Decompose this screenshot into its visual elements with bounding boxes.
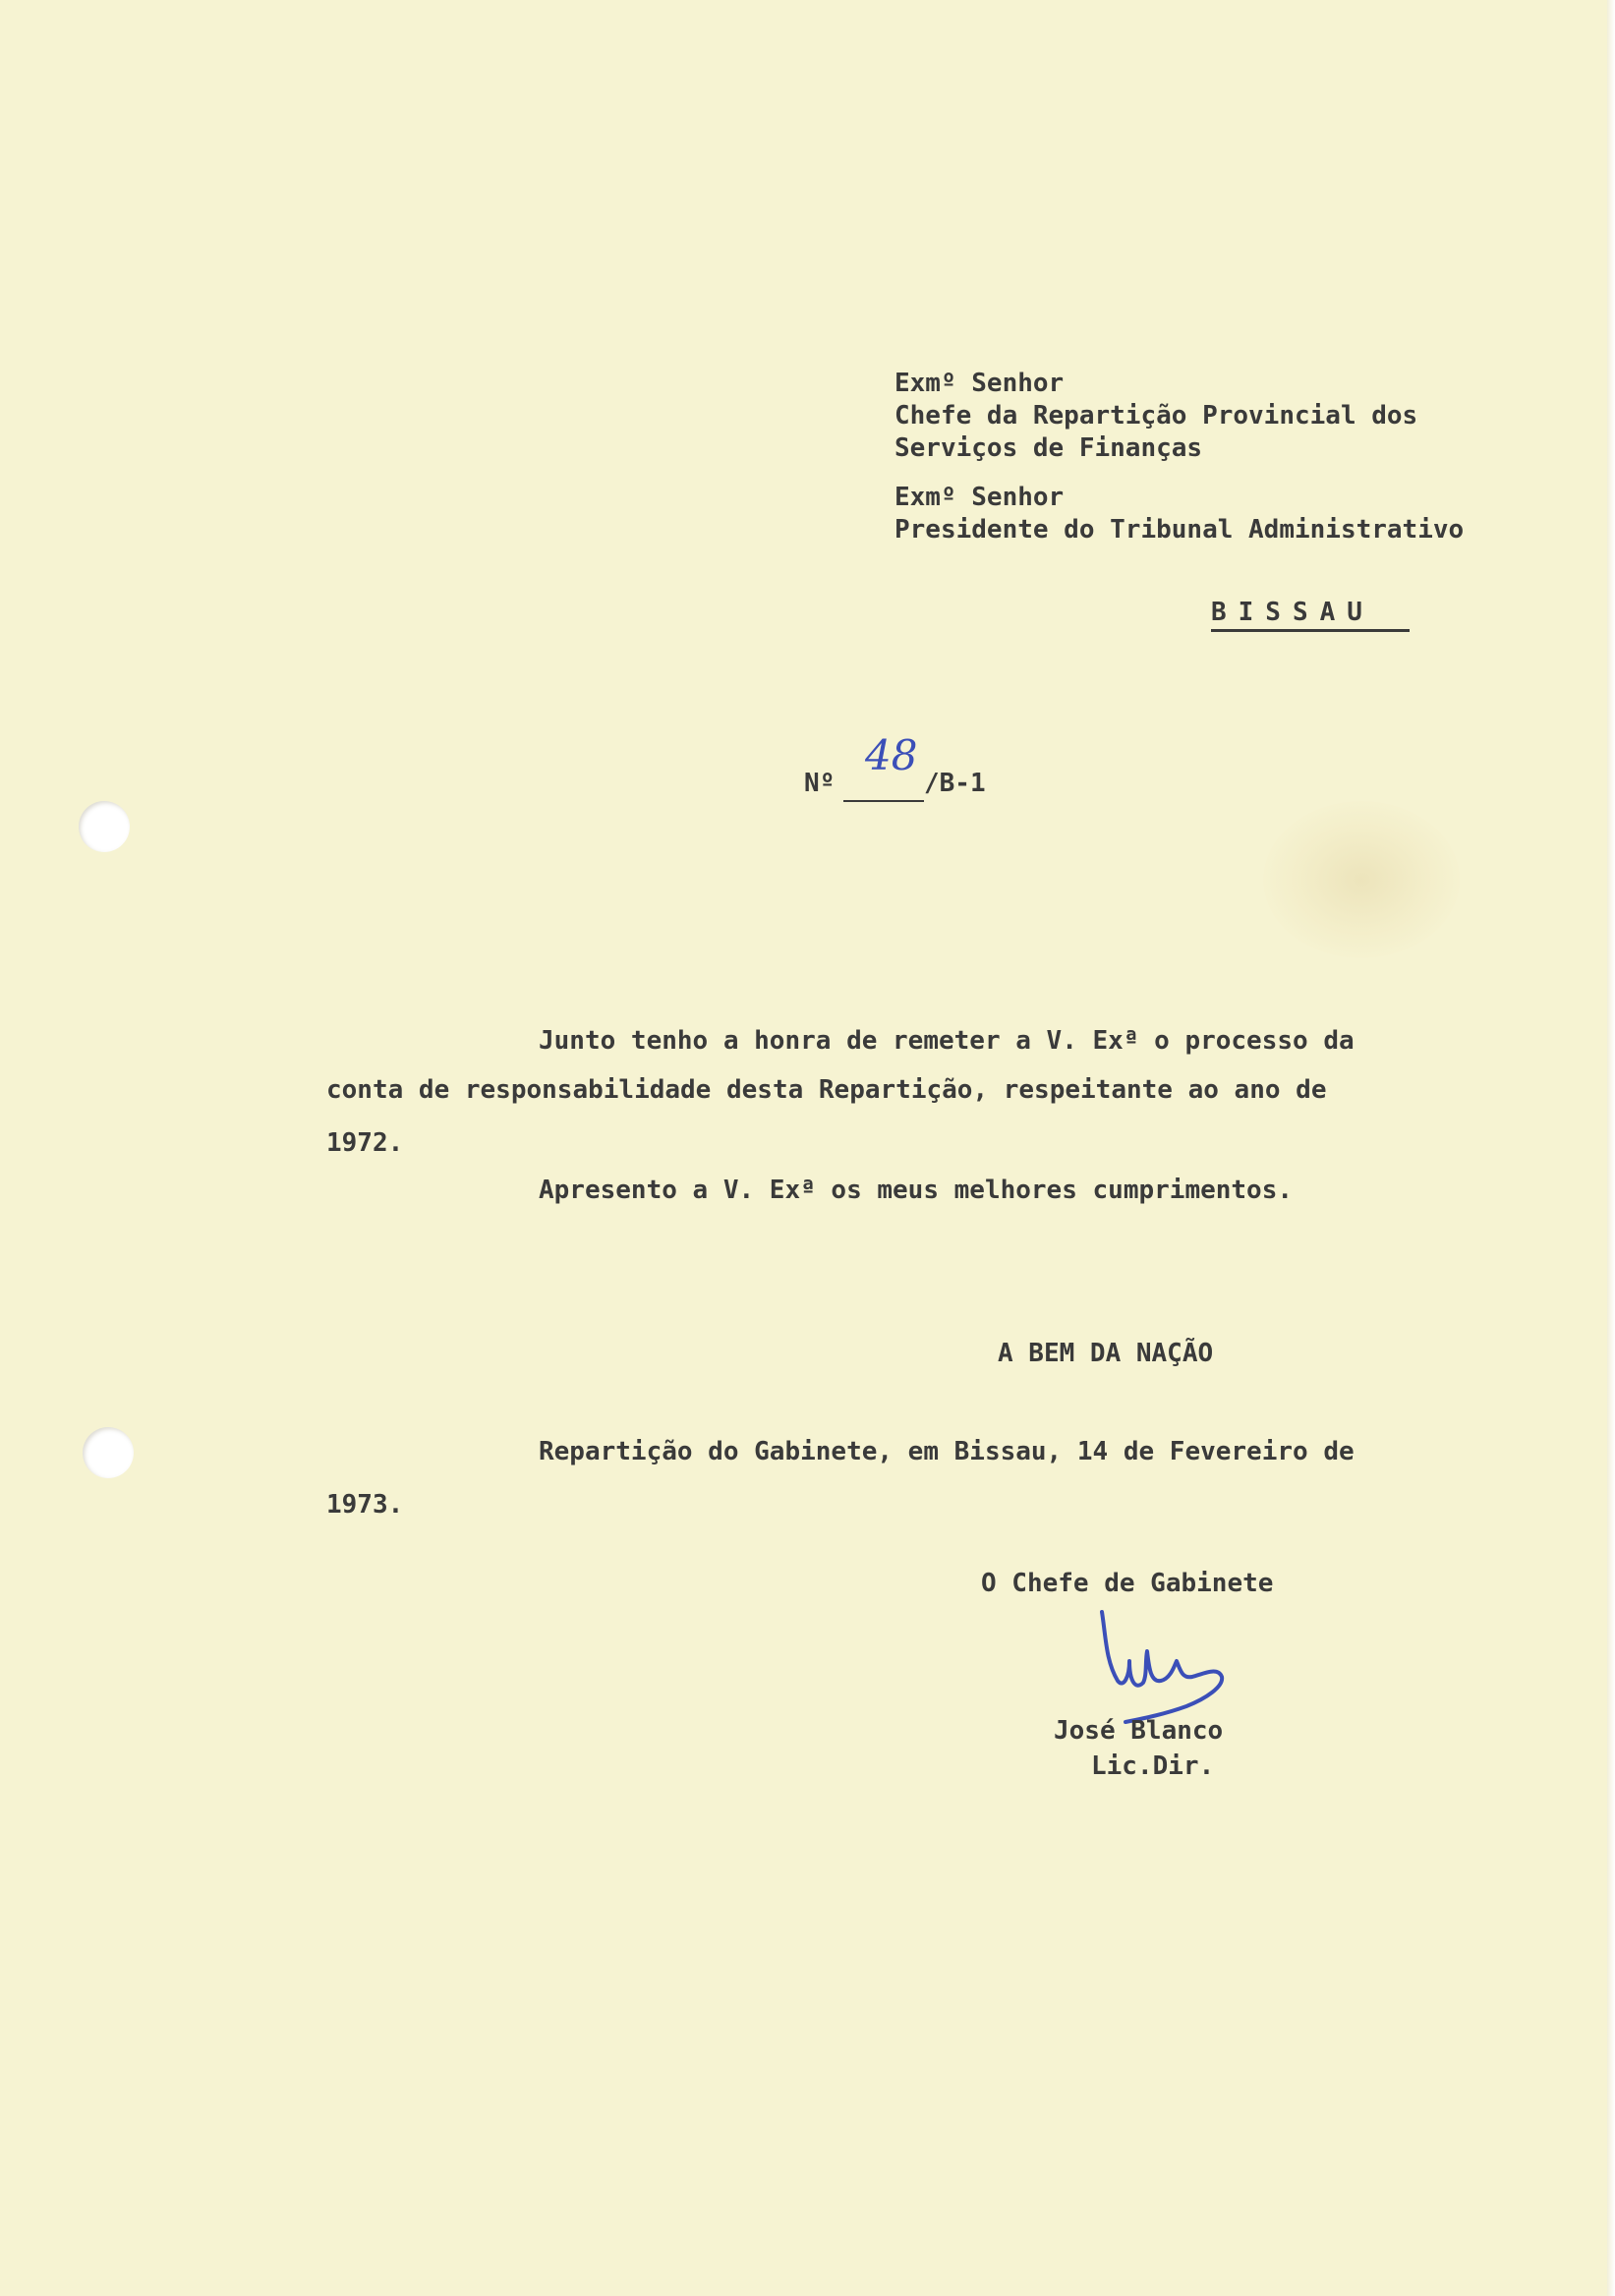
punch-hole <box>79 801 130 852</box>
reference-number-handwritten: 48 <box>865 731 918 779</box>
reference-suffix: /B-1 <box>924 769 986 798</box>
body-paragraph-1-line-1: Junto tenho a honra de remeter a V. Exª o processo da <box>539 1026 1355 1056</box>
body-paragraph-1-line-2: conta de responsabilidade desta Repartição, respeitante ao ano de <box>326 1075 1327 1105</box>
recipient-title-1: Chefe da Repartição Provincial dos <box>894 401 1418 430</box>
paper-stain <box>1263 801 1460 958</box>
recipient-title-1-cont: Serviços de Finanças <box>894 433 1203 463</box>
date-line-2: 1973. <box>326 1490 404 1520</box>
recipient-salutation-2: Exmº Senhor <box>894 483 1065 512</box>
city-underline <box>1211 629 1410 632</box>
recipient-city: BISSAU <box>1211 598 1374 627</box>
recipient-title-2: Presidente do Tribunal Administrativo <box>894 515 1465 545</box>
reference-prefix: Nº <box>804 769 836 798</box>
paper-edge <box>1607 0 1615 2296</box>
reference-blank-line <box>843 800 924 802</box>
recipient-salutation-1: Exmº Senhor <box>894 369 1065 398</box>
signatory-degree: Lic.Dir. <box>1091 1751 1215 1781</box>
closing-motto: A BEM DA NAÇÃO <box>998 1339 1214 1368</box>
signatory-name: José Blanco <box>1054 1716 1224 1746</box>
body-paragraph-2: Apresento a V. Exª os meus melhores cumprimentos. <box>539 1176 1294 1205</box>
signatory-title: O Chefe de Gabinete <box>981 1569 1274 1598</box>
date-line-1: Repartição do Gabinete, em Bissau, 14 de Fevereiro de <box>539 1437 1355 1466</box>
body-paragraph-1-line-3: 1972. <box>326 1128 404 1158</box>
punch-hole <box>83 1427 134 1478</box>
